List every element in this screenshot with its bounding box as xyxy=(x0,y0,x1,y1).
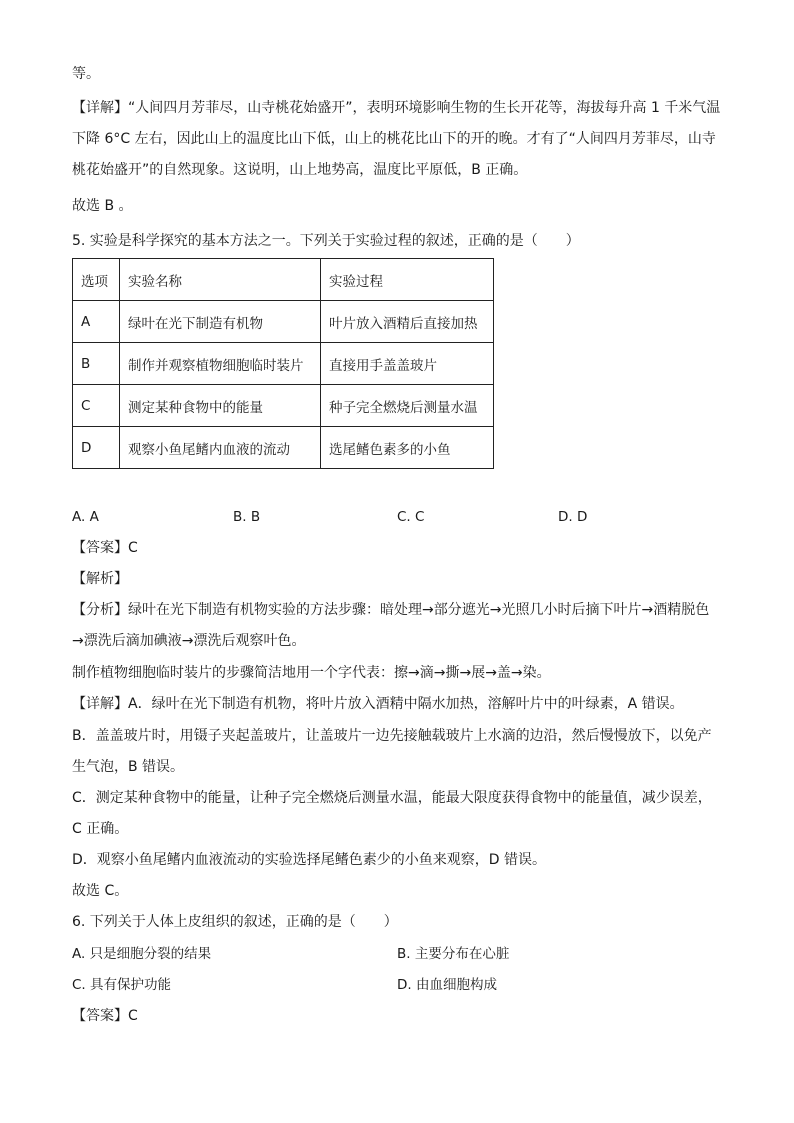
explain-line-6: 生气泡，B 错误。 xyxy=(72,759,185,775)
q5-option-c: C. C xyxy=(397,509,425,525)
explain-line-8: C 正确。 xyxy=(72,821,129,837)
q5-option-d: D. D xyxy=(558,509,588,525)
table-cell: C xyxy=(73,385,120,427)
table-cell: B xyxy=(73,343,120,385)
explain-line-7: C．测定某种食物中的能量，让种子完全燃烧后测量水温，能最大限度获得食物中的能量值，减少误差， xyxy=(72,790,712,806)
line-1: 等。 xyxy=(72,66,100,82)
table-cell: 制作并观察植物细胞临时装片 xyxy=(120,343,321,385)
table-header-cell: 实验过程 xyxy=(321,259,494,301)
table-header-cell: 实验名称 xyxy=(120,259,321,301)
line-4: 桃花始盛开”的自然现象。这说明，山上地势高，温度比平原低，B 正确。 xyxy=(72,162,528,178)
explain-line-2: →漂洗后滴加碘液→漂洗后观察叶色。 xyxy=(72,633,306,649)
table-cell: 绿叶在光下制造有机物 xyxy=(120,301,321,343)
table-cell: 种子完全燃烧后测量水温 xyxy=(321,385,494,427)
q6-option-a: A. 只是细胞分裂的结果 xyxy=(72,946,212,962)
q5-analysis-title: 【解析】 xyxy=(72,571,128,587)
question-5: 5. 实验是科学探究的基本方法之一。下列关于实验过程的叙述，正确的是（ ） xyxy=(72,233,580,249)
table-row xyxy=(73,301,494,343)
q6-option-b: B. 主要分布在心脏 xyxy=(397,946,510,962)
q6-option-c: C. 具有保护功能 xyxy=(72,977,172,993)
question-6: 6. 下列关于人体上皮组织的叙述，正确的是（ ） xyxy=(72,914,398,930)
q5-option-b: B. B xyxy=(233,509,261,525)
table-cell: 选尾鳍色素多的小鱼 xyxy=(321,427,494,469)
explain-line-4: 【详解】A．绿叶在光下制造有机物，将叶片放入酒精中隔水加热，溶解叶片中的叶绿素，A 错误。 xyxy=(72,696,684,712)
line-2: 【详解】“人间四月芳菲尽，山寺桃花始盛开”，表明环境影响生物的生长开花等，海拔每升高 1 千米气温 xyxy=(72,100,721,116)
table-cell: 直接用手盖盖玻片 xyxy=(321,343,494,385)
table-cell: 测定某种食物中的能量 xyxy=(120,385,321,427)
table-cell: A xyxy=(73,301,120,343)
explain-line-3: 制作植物细胞临时装片的步骤简洁地用一个字代表：擦→滴→撕→展→盖→染。 xyxy=(72,665,551,681)
experiment-table xyxy=(72,258,494,469)
table-row xyxy=(73,427,494,469)
explain-line-9: D．观察小鱼尾鳍内血液流动的实验选择尾鳍色素少的小鱼来观察，D 错误。 xyxy=(72,852,547,868)
table-header-row xyxy=(73,259,494,301)
table-header-cell: 选项 xyxy=(73,259,120,301)
table-cell: 叶片放入酒精后直接加热 xyxy=(321,301,494,343)
explain-line-10: 故选 C。 xyxy=(72,883,129,899)
explain-line-5: B．盖盖玻片时，用镊子夹起盖玻片，让盖玻片一边先接触载玻片上水滴的边沿，然后慢慢放下，以免产 xyxy=(72,728,712,744)
line-3: 下降 6°C 左右，因此山上的温度比山下低，山上的桃花比山下的开的晚。才有了“人间四月芳菲尽，山寺 xyxy=(72,131,716,147)
q5-answer: 【答案】C xyxy=(72,540,138,556)
q6-answer: 【答案】C xyxy=(72,1008,138,1024)
table-cell: 观察小鱼尾鳍内血液的流动 xyxy=(120,427,321,469)
q6-option-d: D. 由血细胞构成 xyxy=(397,977,497,993)
explain-line-1: 【分析】绿叶在光下制造有机物实验的方法步骤：暗处理→部分遮光→光照几小时后摘下叶片→酒精脱色 xyxy=(72,602,710,618)
table-row xyxy=(73,385,494,427)
table-cell: D xyxy=(73,427,120,469)
line-5: 故选 B 。 xyxy=(72,198,133,214)
table-row xyxy=(73,343,494,385)
q5-option-a: A. A xyxy=(72,509,99,525)
